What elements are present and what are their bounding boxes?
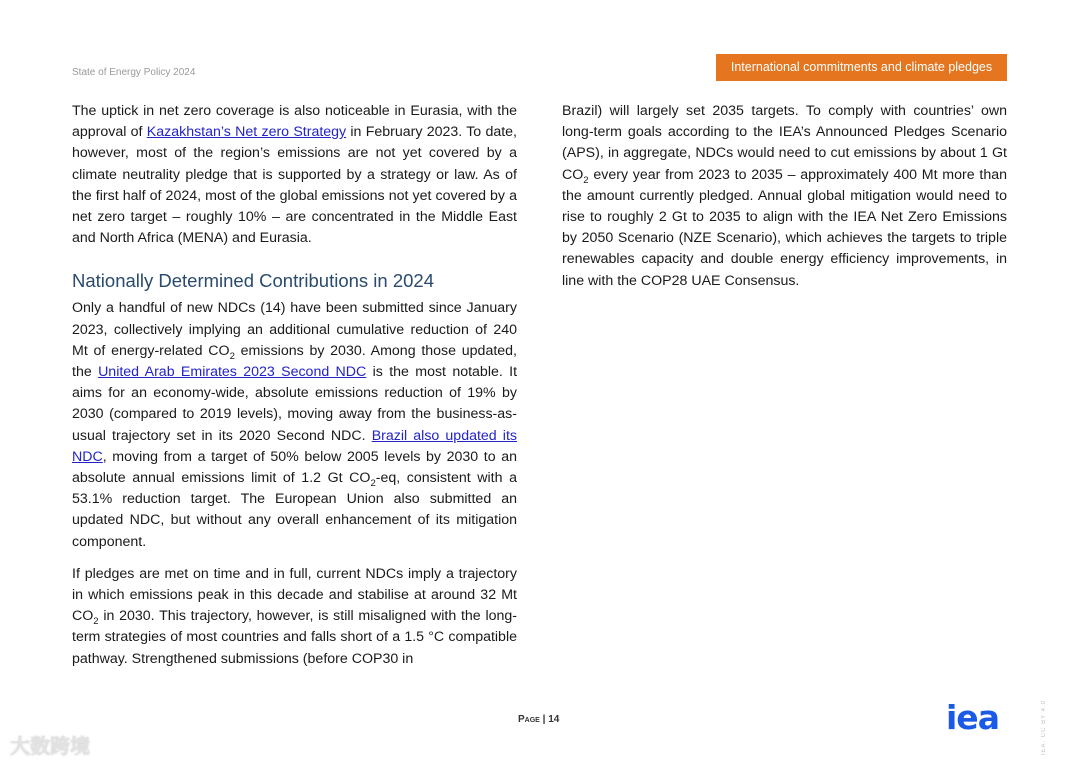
section-tab: International commitments and climate pledges (716, 54, 1007, 81)
section-heading: Nationally Determined Contributions in 2024 (72, 270, 434, 292)
iea-logo: iea (946, 698, 999, 737)
uae-ndc-link[interactable]: United Arab Emirates 2023 Second NDC (98, 364, 367, 381)
left-column (72, 101, 517, 681)
right-column (562, 101, 1007, 303)
subscript: 2 (229, 350, 235, 362)
paragraph-pledges (72, 564, 517, 670)
text: If pledges are met on time and in full, current NDCs imply a trajectory in which emissions peak in this decade and stabilise at around 32 Mt CO (72, 565, 517, 625)
text: The uptick in net zero coverage is also noticeable in Eurasia, with the approval of (72, 103, 517, 141)
text: Brazil) will largely set 2035 targets. To comply with countries’ own long-term goals according to the IEA’s Announced Pledges Scenario (APS), in aggregate, NDCs would need to cut emissions by about 1 Gt CO (562, 103, 1007, 183)
watermark: 大数跨境 (10, 736, 90, 758)
text: Only a handful of new NDCs (14) have been submitted since January 2023, collectively implying an additional cumulative reduction of 240 Mt of energy-related CO (72, 300, 517, 359)
paragraph-2035-targets (562, 101, 1007, 292)
text: , moving from a target of 50% below 2005 levels by 2030 to an absolute annual emissions limit of 1.2 Gt CO (72, 448, 517, 487)
text: every year from 2023 to 2035 – approximately 400 Mt more than the amount currently pledged. Annual global mitigation would need to rise to roughly 2 Gt to 2035 to align with the IEA Net Zero Emissions by 2050 Scenario (NZE Scenario), which achieves the targets to triple renewables capacity and double energy efficiency improvements, in line with the COP28 UAE Consensus. (562, 166, 1007, 289)
text: in February 2023. To date, however, most of the region’s emissions are not yet covered by a climate neutrality pledge that is supported by a strategy or law. As of the first half of 2024, most of the global emissions not yet covered by a net zero target – roughly 10% – are concentrated in the Middle East and North Africa (MENA) and Eurasia. (72, 124, 518, 247)
paragraph-eurasia (72, 101, 517, 249)
text: -eq, consistent with a 53.1% reduction target. The European Union also submitted an updated NDC, but without any overall enhancement of its mitigation component. (72, 470, 517, 550)
subscript: 2 (93, 616, 99, 628)
text: in 2030. This trajectory, however, is still misaligned with the long-term strategies of most countries and falls short of a 1.5 °C compatible pathway. Strengthened submissions (before COP30 in (72, 608, 517, 667)
license-text: IEA. CC BY 4.0 (1041, 700, 1047, 756)
subscript: 2 (583, 174, 589, 186)
page-number: Page | 14 (518, 714, 560, 725)
text: emissions by 2030. Among those updated, the (72, 342, 517, 381)
paragraph-ndcs (72, 298, 517, 552)
text: is the most notable. It aims for an economy-wide, absolute emissions reduction of 19% by 2030 (compared to 2019 levels), moving away from the business-as-usual trajectory set in its 2020 Second NDC. (72, 364, 518, 444)
brazil-ndc-link[interactable]: Brazil also updated its NDC (72, 427, 517, 465)
subscript: 2 (370, 477, 376, 489)
running-title: State of Energy Policy 2024 (72, 67, 196, 78)
kazakhstan-strategy-link[interactable]: Kazakhstan’s Net zero Strategy (146, 124, 347, 141)
